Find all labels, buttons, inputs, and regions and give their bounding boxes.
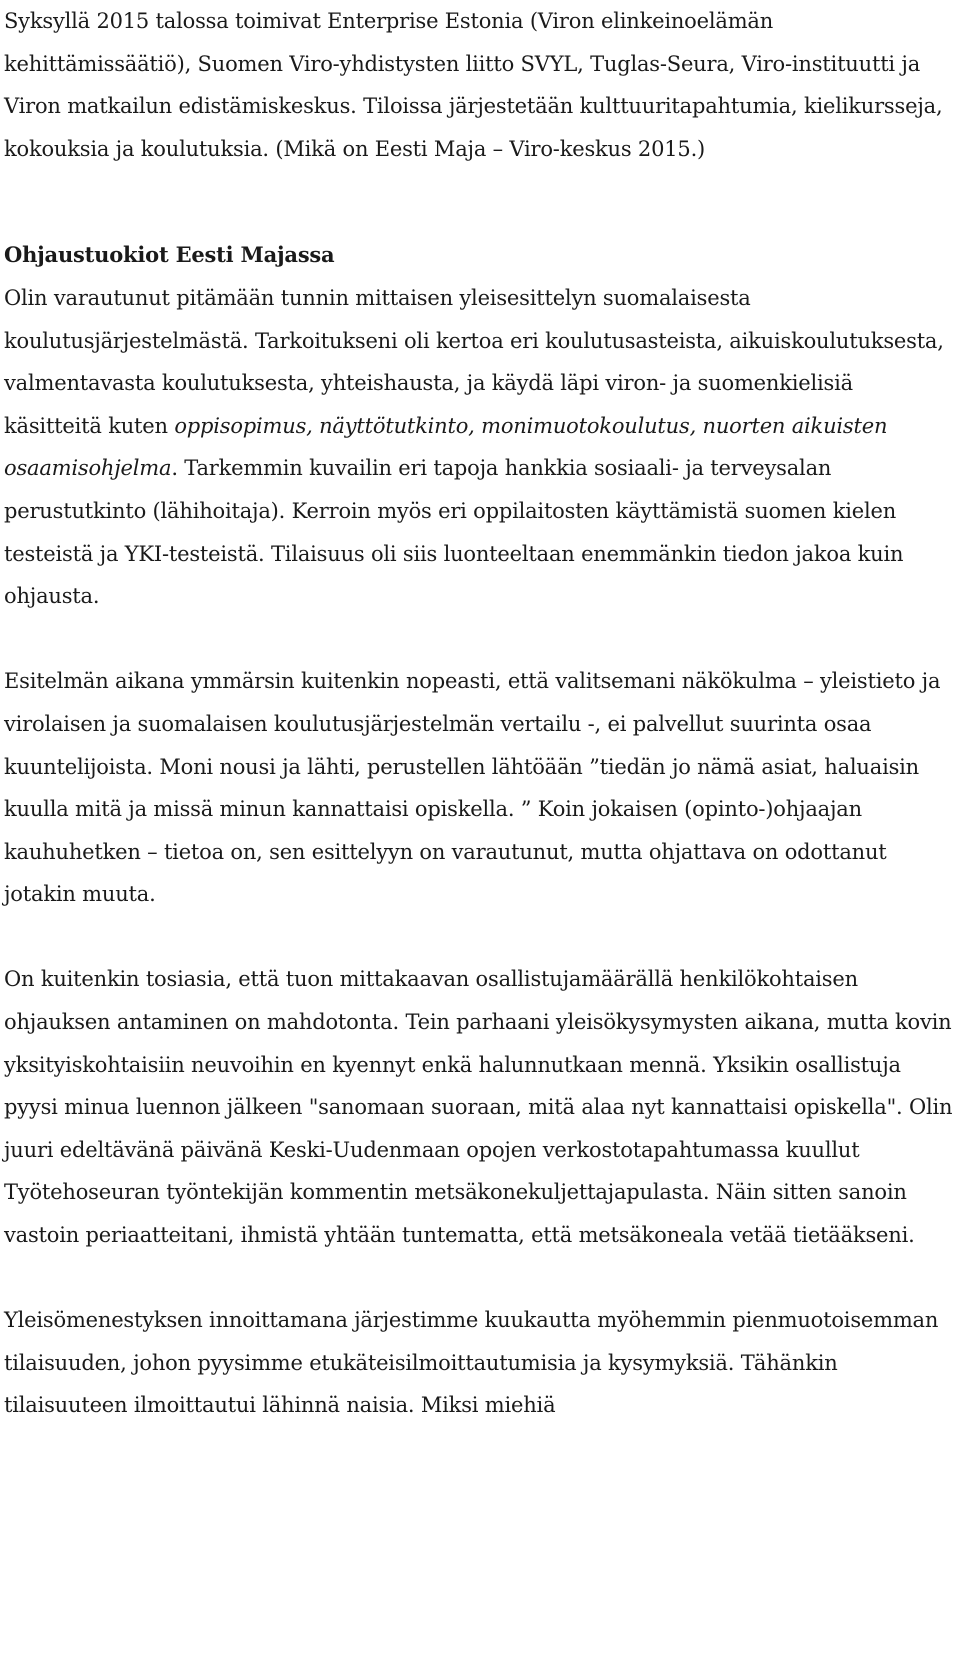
italic-terms: oppisopimus, näyttötutkinto, monimuotokoulutus, nuorten aikuisten osaamisohjelma — [4, 413, 888, 481]
document-page — [4, 0, 954, 1470]
section-heading: Ohjaustuokiot Eesti Majassa — [4, 242, 335, 268]
paragraph-presentation-plan-start: Olin varautunut pitämään tunnin mittaisen yleisesittelyn suomalaisesta koulutusjärjestelmästä. Tarkoitukseni oli kertoa eri koulutusasteista, aikuiskoulutuksesta, valmentavasta koulutuksesta, yhteishausta, ja käydä läpi viron- ja suomenkielisiä käsitteitä kuten — [4, 285, 944, 438]
paragraph-follow-up-event: Yleisömenestyksen innoittamana järjestimme kuukautta myöhemmin pienmuotoisemman tilaisuuden, johon pyysimme etukäteisilmoittautumisia ja kysymyksiä. Tähänkin tilaisuuteen ilmoittautui lähinnä naisia. Miksi miehiä — [4, 1308, 939, 1418]
paragraph-presentation-plan — [4, 277, 954, 618]
paragraph-presentation-plan-end: . Tarkemmin kuvailin eri tapoja hankkia sosiaali- ja terveysalan perustutkinto (lähihoitaja). Kerroin myös eri oppilaitosten käyttämistä suomen kielen testeistä ja YKI-testeistä. Tilaisuus oli siis luonteeltaan enemmänkin tiedon jakoa kuin ohjausta. — [4, 456, 904, 609]
paragraph-eesti-maja-intro: Syksyllä 2015 talossa toimivat Enterprise Estonia (Viron elinkeinoelämän kehittämissäätiö), Suomen Viro-yhdistysten liitto SVYL, Tuglas-Seura, Viro-instituutti ja Viron matkailun edistämiskeskus. Tiloissa järjestetään kulttuuritapahtumia, kielikursseja, kokouksia ja koulutuksia. (Mikä on Eesti Maja – Viro-keskus 2015.) — [4, 9, 943, 161]
paragraph-realization: Esitelmän aikana ymmärsin kuitenkin nopeasti, että valitsemani näkökulma – yleistieto ja virolaisen ja suomalaisen koulutusjärjestelmän vertailu -, ei palvellut suurinta osaa kuuntelijoista. Moni nousi ja lähti, perustellen lähtöään ”tiedän jo nämä asiat, haluaisin kuulla mitä ja missä minun kannattaisi opiskella. ” Koin jokaisen (opinto-)ohjaajan kauhuhetken – tietoa on, sen esittelyyn on varautunut, mutta ohjattava on odottanut jotakin muuta. — [4, 669, 941, 907]
paragraph-personal-guidance: On kuitenkin tosiasia, että tuon mittakaavan osallistujamäärällä henkilökohtaisen ohjauksen antaminen on mahdotonta. Tein parhaani yleisökysymysten aikana, mutta kovin yksityiskohtaisiin neuvoihin en kyennyt enkä halunnutkaan mennä. Yksikin osallistuja pyysi minua luennon jälkeen "sanomaan suoraan, mitä alaa nyt kannattaisi opiskella". Olin juuri edeltävänä päivänä Keski-Uudenmaan opojen verkostotapahtumassa kuullut Työtehoseuran työntekijän kommentin metsäkonekuljettajapulasta. Näin sitten sanoin vastoin periaatteitani, ihmistä yhtään tuntematta, että metsäkoneala vetää tietääkseni. — [4, 967, 953, 1248]
